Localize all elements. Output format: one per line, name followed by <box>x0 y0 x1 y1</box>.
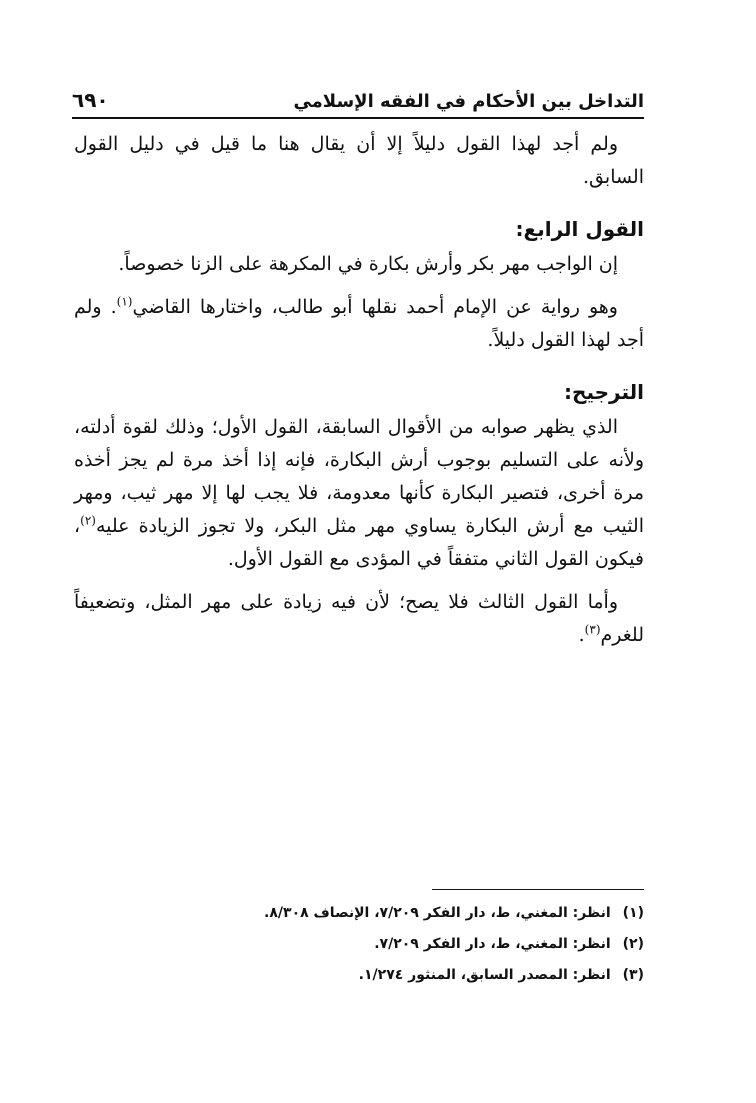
footnote-ref-3: (٣) <box>584 622 601 637</box>
header-rule <box>72 117 644 119</box>
footnote-number: (١) <box>622 905 644 921</box>
page-number: ٦٩٠ <box>72 88 109 112</box>
footnote-2 <box>74 929 644 960</box>
paragraph-4 <box>74 411 644 576</box>
heading-fourth-opinion: القول الرابع: <box>515 217 644 241</box>
paragraph-4-tail: ، فيكون القول الثاني متفقاً في المؤدى مع القول الأول. <box>74 515 644 570</box>
paragraph-5 <box>74 586 644 652</box>
footnote-3 <box>74 960 644 991</box>
paragraph-4-text: الذي يظهر صوابه من الأقوال السابقة، القول الأول؛ وذلك لقوة أدلته، ولأنه على التسليم بوجوب أرش البكارة، فإنه إذا أخذ مرة لم يجز أخذه مرة أخرى، فتصير البكارة كأنها معدومة، فلا يجب لها إلا مهر ثيب، ومهر الثيب مع أرش البكارة يساوي مهر مثل البكر، ولا تجوز الزيادة عليه <box>74 416 644 537</box>
paragraph-5-tail: . <box>578 624 585 646</box>
running-title: التداخل بين الأحكام في الفقه الإسلامي <box>293 91 644 112</box>
paragraph-2: إن الواجب مهر بكر وأرش بكارة في المكرهة على الزنا خصوصاً. <box>118 253 618 275</box>
paragraph-5-text: وأما القول الثالث فلا يصح؛ لأن فيه زيادة على مهر المثل، وتضعيفاً للغرم <box>74 591 644 646</box>
footnote-number: (٣) <box>622 967 644 983</box>
footnote-ref-2: (٢) <box>80 513 96 528</box>
paragraph-3-tail: . ولم أجد لهذا القول دليلاً. <box>74 296 644 351</box>
footnote-text: انظر: المغني، ط، دار الفكر ٧/٢٠٩، الإنصاف ٨/٣٠٨. <box>264 905 611 921</box>
footnote-separator <box>432 889 644 890</box>
footnotes <box>74 898 644 991</box>
main-text <box>74 128 644 662</box>
paragraph-3-text: وهو رواية عن الإمام أحمد نقلها أبو طالب، واختارها القاضي <box>132 296 618 318</box>
footnote-text: انظر: المصدر السابق، المنثور ١/٢٧٤. <box>358 967 611 983</box>
paragraph-1: ولم أجد لهذا القول دليلاً إلا أن يقال هنا ما قيل في دليل القول السابق. <box>74 133 644 188</box>
footnote-text: انظر: المغني، ط، دار الفكر ٧/٢٠٩. <box>374 936 611 952</box>
footnote-number: (٢) <box>622 936 644 952</box>
paragraph-3 <box>74 291 644 357</box>
heading-tarjih: الترجيح: <box>564 380 644 404</box>
running-header <box>72 78 644 112</box>
footnote-ref-1: (١) <box>116 294 133 309</box>
footnote-1 <box>74 898 644 929</box>
